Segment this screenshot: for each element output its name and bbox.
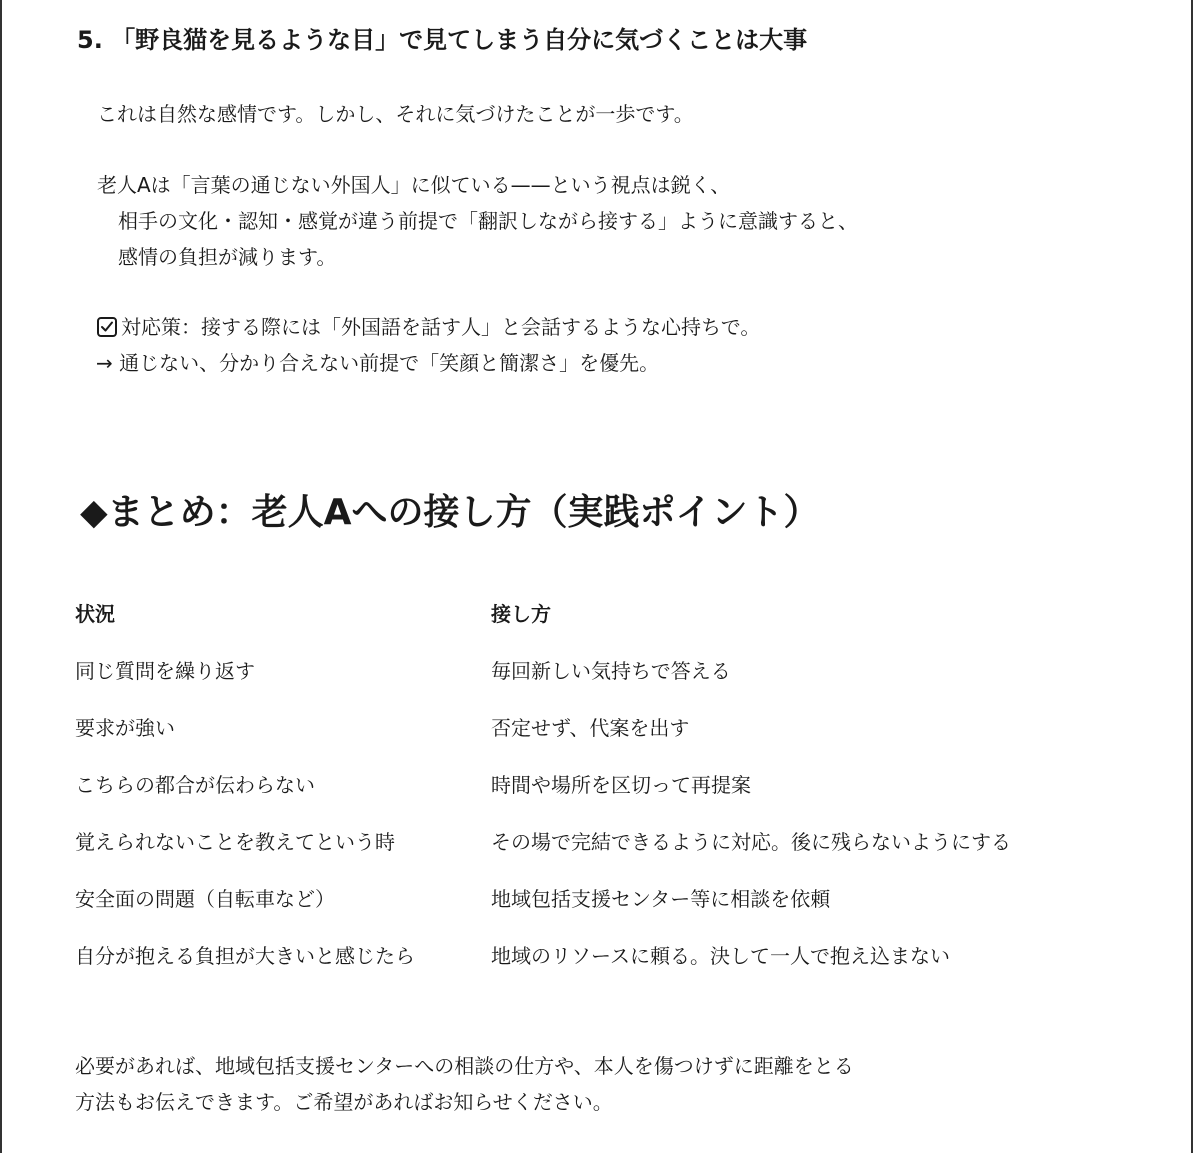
- arrow-note: → 通じない、分かり合えない前提で「笑顔と簡潔さ」を優先。: [96, 351, 660, 375]
- section-5-paragraph-1: これは自然な感情です。しかし、それに気づけたことが一歩です。: [97, 102, 694, 126]
- closing-paragraph: [75, 1048, 854, 1120]
- paragraph-2-line-1: 老人Aは「言葉の通じない外国人」に似ている——という視点は鋭く、: [97, 173, 731, 197]
- countermeasure-text: 対応策：接する際には「外国語を話す人」と会話するような心持ちで。: [121, 315, 761, 339]
- summary-heading: ◆まとめ：老人Aへの接し方（実践ポイント）: [80, 492, 820, 533]
- situation-cell: 自分が抱える負担が大きいと感じたら: [75, 944, 415, 968]
- countermeasure-block: [97, 309, 760, 381]
- situation-cell: 同じ質問を繰り返す: [75, 659, 255, 683]
- table-row: [75, 926, 1011, 983]
- approach-cell: 否定せず、代案を出す: [491, 716, 690, 740]
- approach-cell: その場で完結できるように対応。後に残らないようにする: [491, 830, 1011, 854]
- table-row: [75, 869, 1011, 926]
- approach-cell: 地域のリソースに頼る。決して一人で抱え込まない: [491, 944, 950, 968]
- situation-cell: 覚えられないことを教えてという時: [75, 830, 395, 854]
- approach-cell: 時間や場所を区切って再提案: [491, 773, 751, 797]
- approach-cell: 毎回新しい気持ちで答える: [491, 659, 731, 683]
- table-row: [75, 698, 1011, 755]
- situation-cell: 要求が強い: [75, 716, 175, 740]
- approach-cell: 地域包括支援センター等に相談を依頼: [491, 887, 831, 911]
- summary-table: [75, 584, 1011, 983]
- header-approach: 接し方: [491, 602, 551, 626]
- paragraph-2-line-3: 感情の負担が減ります。: [118, 245, 337, 269]
- closing-line-2: 方法もお伝えできます。ご希望があればお知らせください。: [75, 1090, 613, 1114]
- header-situation: 状況: [75, 602, 115, 626]
- table-header-row: [75, 584, 1011, 641]
- table-row: [75, 812, 1011, 869]
- table-row: [75, 755, 1011, 812]
- table-row: [75, 641, 1011, 698]
- situation-cell: こちらの都合が伝わらない: [75, 773, 315, 797]
- checkbox-checked-icon: [97, 317, 117, 337]
- section-5-paragraph-2: [97, 167, 858, 275]
- situation-cell: 安全面の問題（自転車など）: [75, 887, 335, 911]
- paragraph-2-line-2: 相手の文化・認知・感覚が違う前提で「翻訳しながら接する」ように意識すると、: [118, 209, 858, 233]
- countermeasure-line: [97, 315, 760, 339]
- closing-line-1: 必要があれば、地域包括支援センターへの相談の仕方や、本人を傷つけずに距離をとる: [75, 1054, 854, 1078]
- section-5-heading: 5. 「野良猫を見るような目」で見てしまう自分に気づくことは大事: [77, 26, 808, 54]
